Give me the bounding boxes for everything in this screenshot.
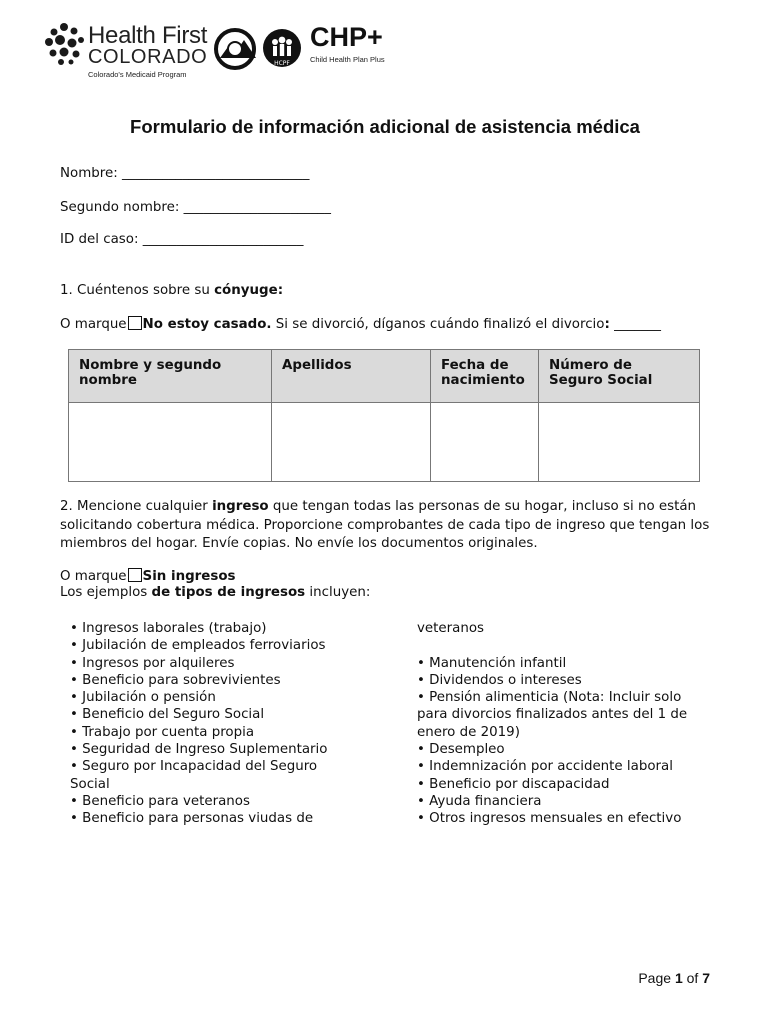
- divorce-text: Si se divorció, díganos cuándo finalizó el divorcio: [271, 317, 605, 332]
- segundo-nombre-field[interactable]: Segundo nombre: ______________________: [60, 200, 331, 215]
- list-item: • Desempleo: [417, 742, 505, 758]
- not-married-prefix: O marque: [60, 317, 127, 332]
- not-married-label: No estoy casado.: [142, 317, 272, 332]
- list-item: • Ingresos laborales (trabajo): [70, 621, 267, 636]
- list-item: • Dividendos o intereses: [417, 672, 582, 688]
- colorado-state-logo-icon: [214, 28, 260, 70]
- list-item: • Trabajo por cuenta propia: [70, 724, 255, 740]
- examples-bold: de tipos de ingresos: [151, 585, 306, 600]
- section2-rest: que tengan todas las personas de su hogar, incluso si no están solicitando cobertura médica. Proporcione comprobantes de cada tipo de ingreso que tengan los miembros del hogar. Envíe copias. No envíe los documentos originales.: [60, 499, 710, 551]
- list-item: • Seguro por Incapacidad del Seguro Social: [70, 759, 318, 792]
- col-header-nombre: Nombre y segundo nombre: [69, 350, 272, 403]
- section2-paragraph: [60, 498, 720, 554]
- examples-suffix: incluyen:: [305, 585, 371, 600]
- no-income-row: [60, 568, 236, 584]
- section2-prefix: 2. Mencione cualquier: [60, 499, 213, 514]
- page-of: of: [682, 970, 703, 986]
- list-item: • Seguridad de Ingreso Suplementario: [70, 742, 328, 758]
- logo-text-line1: Health First: [88, 22, 208, 49]
- list-item: • Beneficio para veteranos: [70, 793, 250, 809]
- chp-title: CHP+: [310, 22, 383, 52]
- not-married-row: [60, 316, 661, 332]
- spouse-table-row: [69, 403, 700, 482]
- list-item: • Manutención infantil: [417, 655, 567, 671]
- page-prefix: Page: [638, 970, 675, 986]
- col-header-ssn: Número de Seguro Social: [539, 350, 700, 403]
- list-item: • Otros ingresos mensuales en efectivo: [417, 811, 682, 827]
- form-title: Formulario de información adicional de asistencia médica: [130, 116, 640, 137]
- hcpf-logo: [262, 28, 302, 70]
- id-caso-field[interactable]: ID del caso: ________________________: [60, 232, 304, 247]
- divorce-colon: :: [604, 317, 610, 332]
- page-number: [638, 970, 710, 986]
- chp-plus-logo: [310, 24, 385, 64]
- divorce-date-field[interactable]: _______: [609, 317, 661, 332]
- hcpf-logo-text: HCPF: [274, 60, 290, 67]
- section2-bold: ingreso: [212, 499, 269, 514]
- section1-heading-text: 1. Cuéntenos sobre su: [60, 283, 215, 298]
- list-item: • Jubilación de empleados ferroviarios: [70, 638, 326, 654]
- page-total: 7: [702, 970, 710, 986]
- hcpf-emblem-icon: [262, 28, 302, 70]
- col-header-fecha: Fecha de nacimiento: [431, 350, 539, 403]
- no-income-label: Sin ingresos: [142, 569, 236, 584]
- list-item: • Beneficio para personas viudas de: [70, 811, 314, 827]
- spouse-table: [68, 349, 700, 482]
- health-first-mark-icon: [44, 22, 86, 66]
- list-item: • Beneficio para sobrevivientes: [70, 672, 281, 688]
- cell-ssn[interactable]: [539, 403, 700, 482]
- income-list-right: [417, 620, 707, 828]
- examples-prefix: Los ejemplos: [60, 585, 152, 600]
- list-item: • Indemnización por accidente laboral: [417, 759, 673, 775]
- nombre-field[interactable]: Nombre: ____________________________: [60, 166, 310, 181]
- logo-text-line2: COLORADO: [88, 46, 208, 68]
- cell-apellidos[interactable]: [272, 403, 431, 482]
- list-item: • Beneficio por discapacidad: [417, 776, 610, 792]
- page-current: 1: [674, 970, 683, 986]
- chp-tagline: Child Health Plan Plus: [310, 55, 385, 64]
- logo-tagline: Colorado's Medicaid Program: [88, 70, 187, 79]
- cell-fecha[interactable]: [431, 403, 539, 482]
- list-item-continuation: veteranos: [417, 621, 485, 636]
- spouse-table-header-row: [69, 350, 700, 403]
- list-item: • Jubilación o pensión: [70, 690, 216, 706]
- income-list-left: [70, 620, 370, 828]
- no-income-checkbox[interactable]: [128, 568, 142, 582]
- section1-heading: [60, 283, 283, 298]
- section1-heading-bold: cónyuge:: [214, 283, 284, 298]
- health-first-colorado-logo: [44, 20, 208, 79]
- col-header-apellidos: Apellidos: [272, 350, 431, 403]
- list-item: • Beneficio del Seguro Social: [70, 707, 265, 723]
- no-income-prefix: O marque: [60, 569, 127, 584]
- list-item: • Ingresos por alquileres: [70, 655, 235, 671]
- not-married-checkbox[interactable]: [128, 316, 142, 330]
- cell-nombre[interactable]: [69, 403, 272, 482]
- income-examples-intro: [60, 585, 370, 600]
- list-item: • Pensión alimenticia (Nota: Incluir solo para divorcios finalizados antes del 1 de enero de 2019): [417, 690, 688, 740]
- list-item: • Ayuda financiera: [417, 793, 542, 809]
